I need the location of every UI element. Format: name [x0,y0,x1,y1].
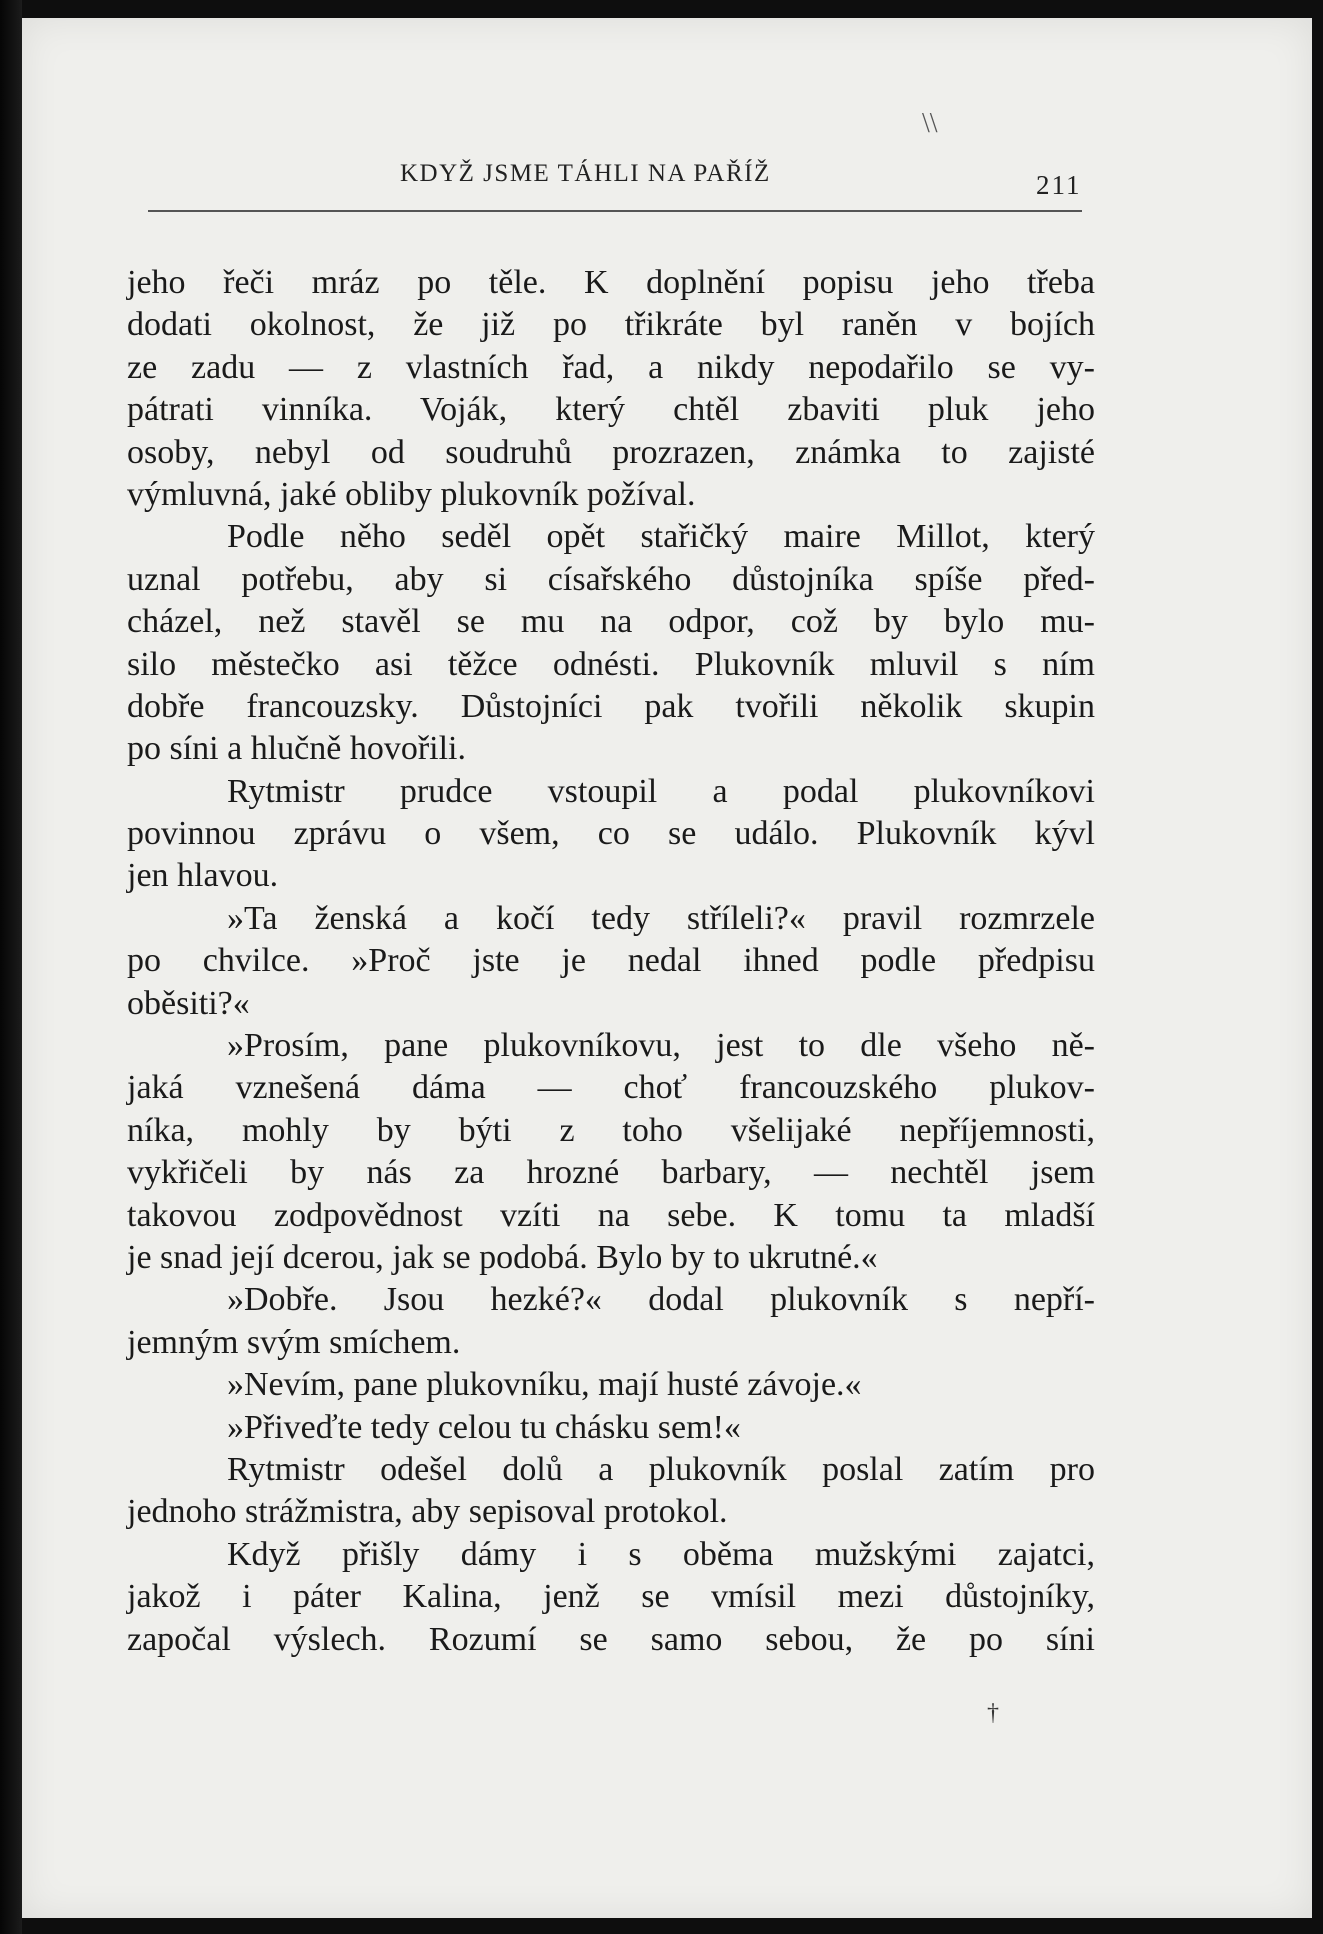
text-line: takovou zodpovědnost vzíti na sebe. K tomu ta mladší [127,1196,1095,1234]
text-line: Podle něho seděl opět stařičký maire Millot, který [227,518,1095,556]
pencil-mark: \\ [922,108,938,139]
text-line: Rytmistr odešel dolů a plukovník poslal zatím pro [227,1450,1095,1488]
text-line: pátrati vinníka. Voják, který chtěl zbaviti pluk jeho [127,391,1095,429]
page-number: 211 [1036,170,1082,200]
running-title: KDYŽ JSME TÁHLI NA PAŘÍŽ [400,160,771,187]
text-line: oběsiti?« [127,984,250,1022]
text-line: dodati okolnost, že již po třikráte byl raněn v bojích [127,306,1095,344]
text-line: jaká vznešená dáma — choť francouzského plukov- [127,1069,1095,1107]
text-line: »Dobře. Jsou hezké?« dodal plukovník s nepří- [227,1281,1095,1319]
text-line: výmluvná, jaké obliby plukovník požíval. [127,475,696,513]
text-line: jen hlavou. [127,857,279,895]
text-line: Rytmistr prudce vstoupil a podal plukovníkovi [227,772,1095,810]
text-line: vykřičeli by nás za hrozné barbary, — nechtěl jsem [127,1154,1095,1192]
scan-left-edge [0,0,22,1934]
text-line: dobře francouzsky. Důstojníci pak tvořili několik skupin [127,687,1095,725]
text-line: osoby, nebyl od soudruhů prozrazen, známka to zajisté [127,433,1095,471]
text-line: níka, mohly by býti z toho všelijaké nepříjemnosti, [127,1111,1095,1149]
text-line: povinnou zprávu o všem, co se událo. Plukovník kývl [127,815,1095,853]
text-line: cházel, než stavěl se mu na odpor, což by bylo mu- [127,603,1095,641]
text-line: ze zadu — z vlastních řad, a nikdy nepodařilo se vy- [127,348,1095,386]
text-line: uznal potřebu, aby si císařského důstojníka spíše před- [127,560,1095,598]
text-line: Když přišly dámy i s oběma mužskými zajatci, [227,1535,1095,1573]
text-line: jemným svým smíchem. [127,1323,461,1361]
text-line: silo městečko asi těžce odnésti. Plukovník mluvil s ním [127,645,1095,683]
text-line: jakož i páter Kalina, jenž se vmísil mezi důstojníky, [127,1578,1095,1616]
text-line: »Přiveďte tedy celou tu chásku sem!« [227,1408,741,1446]
text-line: »Nevím, pane plukovníku, mají husté závoje.« [227,1366,862,1404]
text-line: po síni a hlučně hovořili. [127,730,467,768]
text-line: jednoho strážmistra, aby sepisoval protokol. [127,1493,728,1531]
text-line: jeho řeči mráz po těle. K doplnění popisu jeho třeba [127,264,1095,301]
header-rule [148,210,1082,212]
text-line: je snad její dcerou, jak se podobá. Bylo by to ukrutné.« [127,1238,878,1276]
text-line: po chvilce. »Proč jste je nedal ihned podle předpisu [127,942,1095,980]
text-line: »Prosím, pane plukovníkovu, jest to dle všeho ně- [227,1027,1095,1065]
text-line: započal výslech. Rozumí se samo sebou, že po síni [127,1620,1095,1658]
printer-mark: † [987,1700,999,1726]
body-text [127,262,1095,1661]
text-line: »Ta ženská a kočí tedy stříleli?« pravil rozmrzele [227,899,1095,937]
